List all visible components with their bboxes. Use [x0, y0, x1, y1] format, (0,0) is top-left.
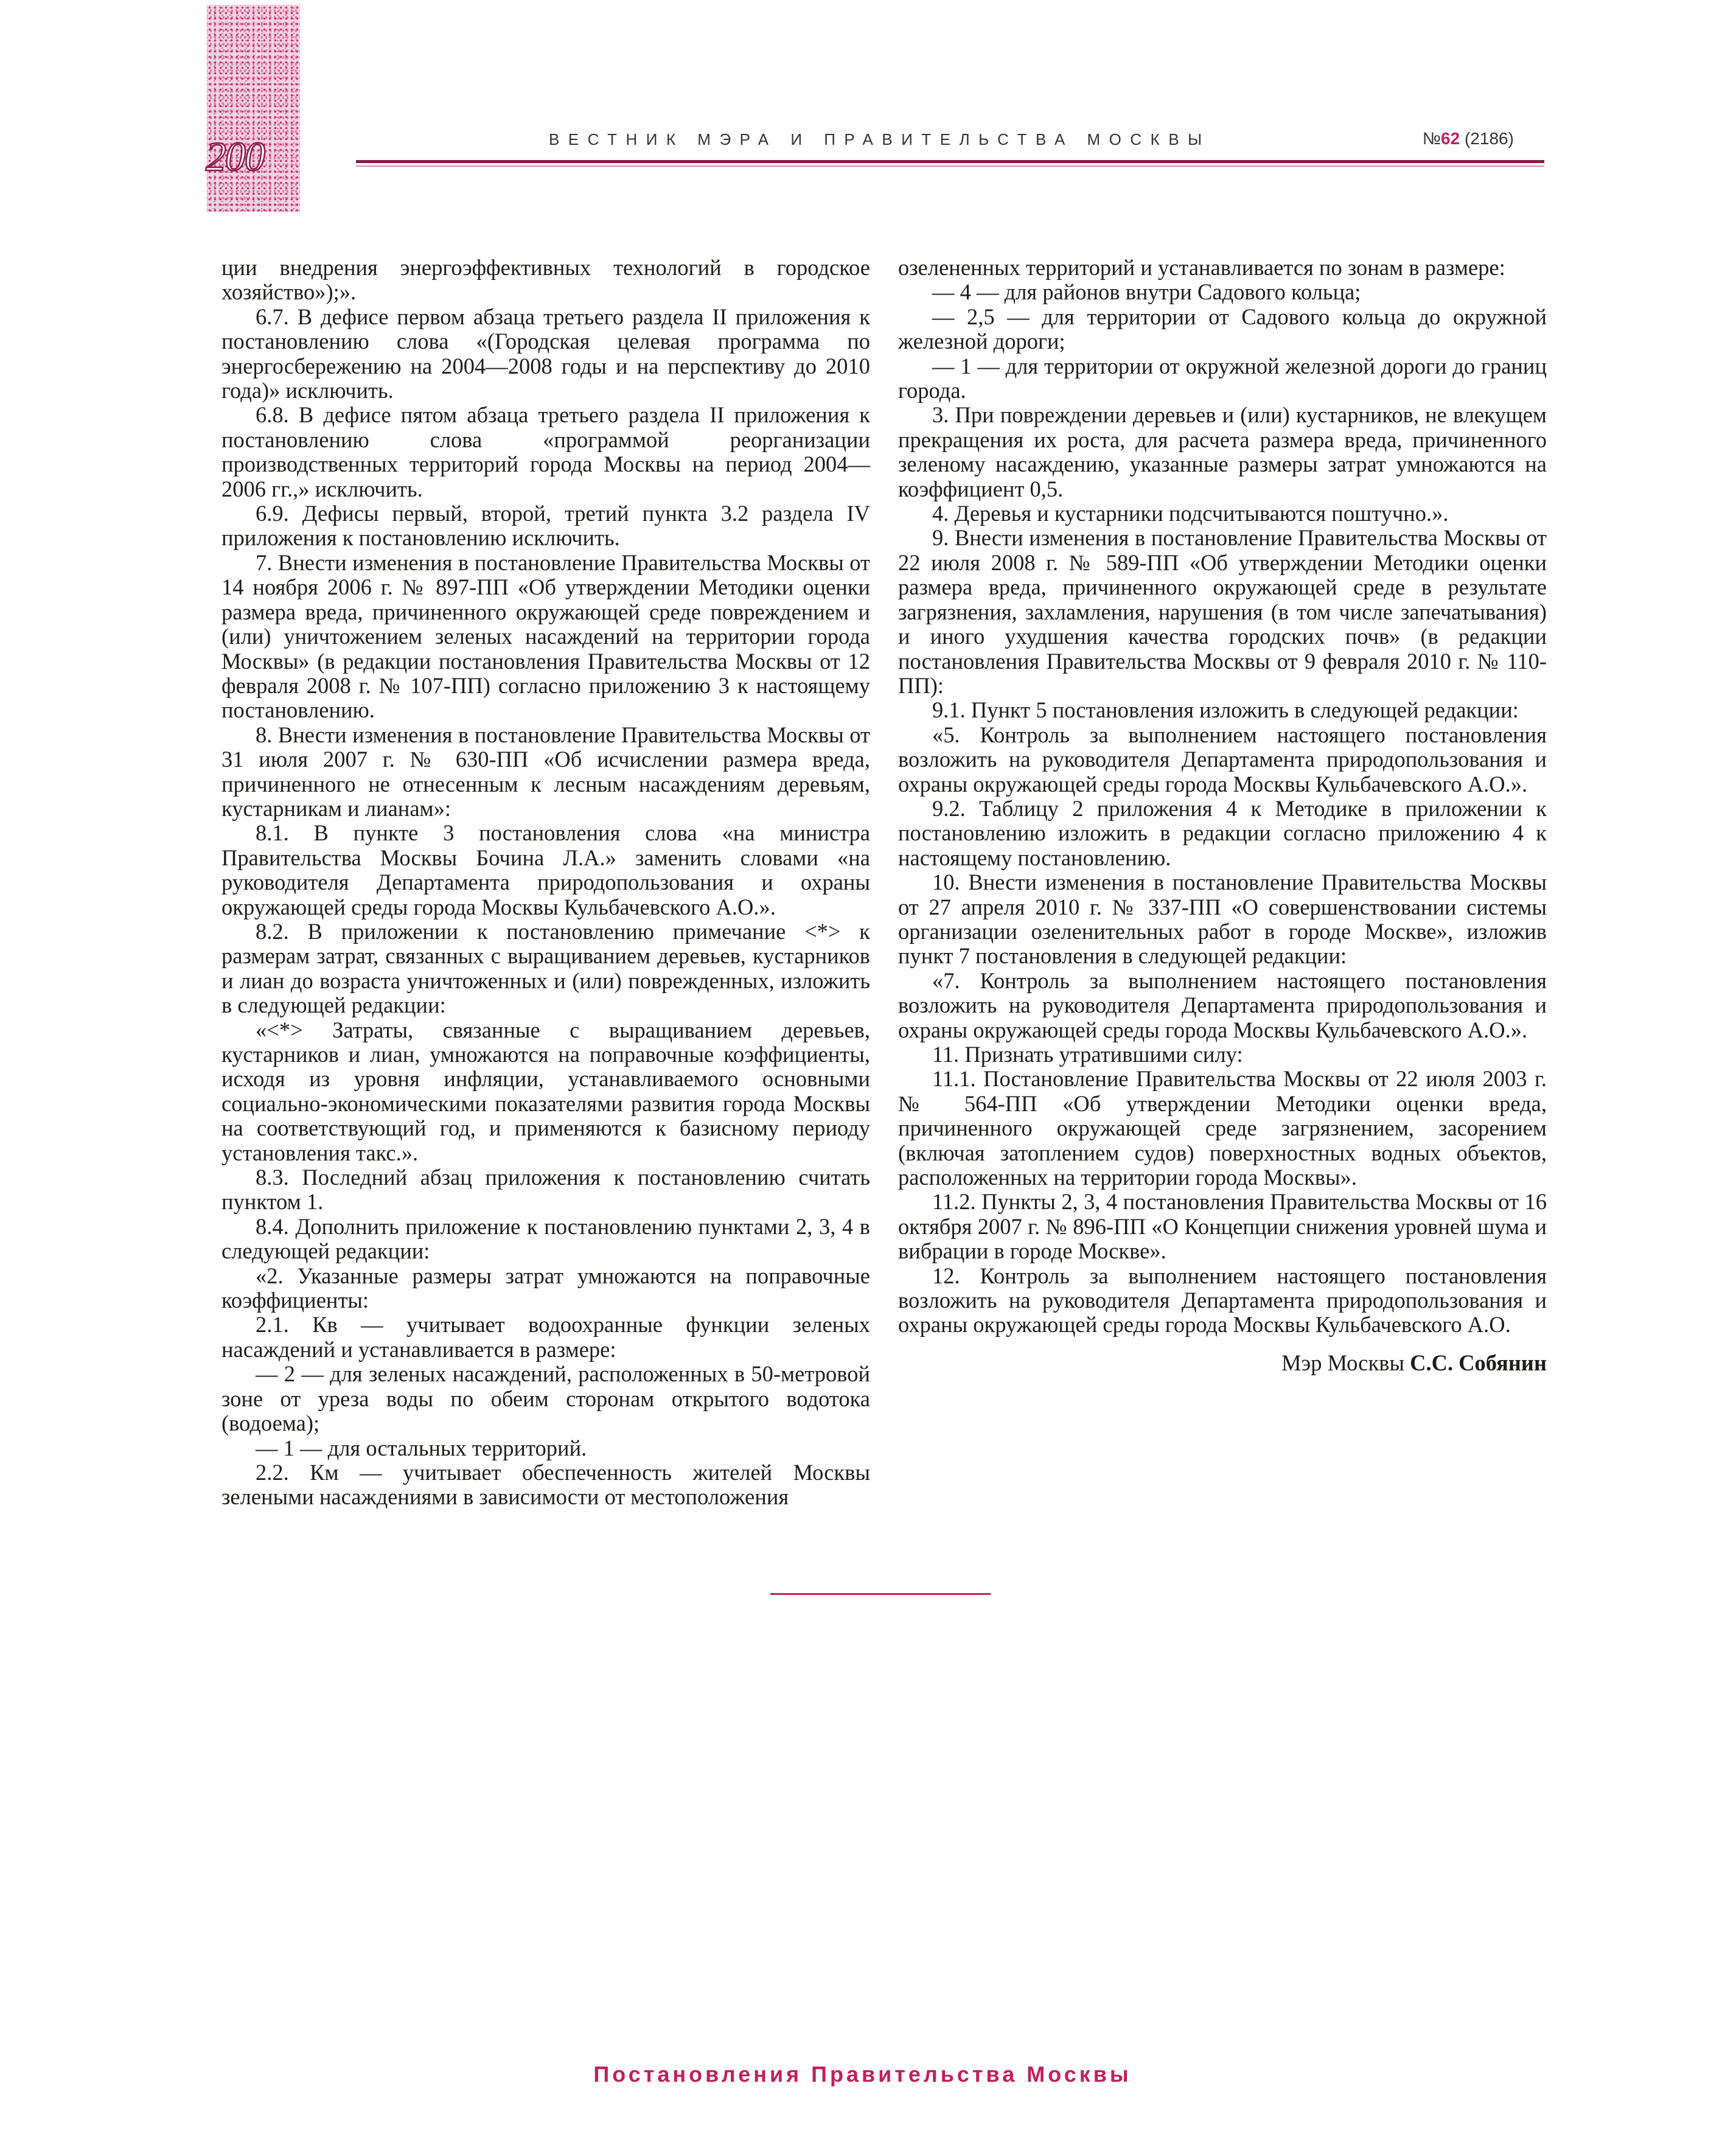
right-column	[898, 256, 1547, 1375]
paragraph: 6.7. В дефисе первом абзаца третьего раздела II приложения к постановлению слова «(Городская целевая программа по энергосбережению на 2004—2008 годы и на перспективу до 2010 года)» исключить.	[221, 304, 870, 403]
paragraph: 2.1. Кв — учитывает водоохранные функции зеленых насаждений и устанавливается в размере:	[221, 1312, 870, 1362]
paragraph: 6.8. В дефисе пятом абзаца третьего раздела II приложения к постановлению слова «программой реорганизации производственных территорий города Москвы на период 2004—2006 гг.,» исключить.	[221, 402, 870, 501]
paragraph: 8. Внести изменения в постановление Правительства Москвы от 31 июля 2007 г. № 630-ПП «Об исчислении размера вреда, причиненного не отнесенным к лесным насаждениям деревьям, кустарникам и лианам»:	[221, 722, 870, 821]
paragraph: «5. Контроль за выполнением настоящего постановления возложить на руководителя Департамента природопользования и охраны окружающей среды города Москвы Кульбачевского А.О.».	[898, 722, 1547, 797]
paragraph: 3. При повреждении деревьев и (или) кустарников, не влекущем прекращения их роста, для расчета размера вреда, причиненного зеленому насаждению, указанные размеры затрат умножаются на коэффициент 0,5.	[898, 402, 1547, 501]
signature	[898, 1351, 1547, 1375]
paragraph: 4. Деревья и кустарники подсчитываются поштучно.».	[932, 501, 1449, 526]
paragraph: 11.1. Постановление Правительства Москвы от 22 июля 2003 г. № 564-ПП «Об утверждении Методики оценки вреда, причиненного окружающей среде загрязнением, засорением (включая затоплением судов) поверхностных водных объектов, расположенных на территории города Москвы».	[898, 1066, 1547, 1190]
header-rule-thin	[356, 166, 1544, 167]
paragraph: 11.2. Пункты 2, 3, 4 постановления Правительства Москвы от 16 октября 2007 г. № 896-ПП «О Концепции снижения уровней шума и вибрации в городе Москве».	[898, 1189, 1547, 1264]
header-rule	[356, 160, 1544, 163]
paragraph: — 2 — для зеленых насаждений, расположенных в 50-метровой зоне от уреза воды по обеим сторонам открытого водотока (водоема);	[221, 1361, 870, 1436]
paragraph: озелененных территорий и устанавливается по зонам в размере:	[898, 255, 1505, 280]
end-of-document-rule	[770, 1593, 991, 1595]
journal-title: ВЕСТНИК МЭРА И ПРАВИТЕЛЬСТВА МОСКВЫ	[549, 130, 1211, 148]
paragraph: 10. Внести изменения в постановление Правительства Москвы от 27 апреля 2010 г. № 337-ПП «О совершенствовании системы организации озеленительных работ в городе Москве», изложив пункт 7 постановления в следующей редакции:	[898, 870, 1547, 969]
page-number-badge	[207, 5, 300, 212]
paragraph: 8.1. В пункте 3 постановления слова «на министра Правительства Москвы Бочина Л.А.» заменить словами «на руководителя Департамента природопользования и охраны окружающей среды города Москвы Кульбачевского А.О.».	[221, 820, 870, 919]
paragraph: 6.9. Дефисы первый, второй, третий пункта 3.2 раздела IV приложения к постановлению исключить.	[221, 501, 870, 551]
paragraph: — 1 — для остальных территорий.	[256, 1435, 587, 1460]
paragraph: — 2,5 — для территории от Садового кольца до окружной железной дороги;	[898, 304, 1547, 354]
page-number: 200	[206, 133, 264, 180]
paragraph: «2. Указанные размеры затрат умножаются на поправочные коэффициенты:	[221, 1263, 870, 1313]
signature-role: Мэр Москвы	[1281, 1350, 1404, 1375]
paragraph: 8.2. В приложении к постановлению примечание <*> к размерам затрат, связанных с выращиванием деревьев, кустарников и лиан до возраста уничтоженных и (или) поврежденных, изложить в следующей редакции:	[221, 918, 870, 1018]
paragraph: 9. Внести изменения в постановление Правительства Москвы от 22 июля 2008 г. № 589-ПП «Об утверждении Методики оценки размера вреда, причиненного окружающей среде в результате загрязнения, захламления, нарушения (в том числе запечатывания) и иного ухудшения качества городских почв» (в редакции постановления Правительства Москвы от 9 февраля 2010 г. № 110-ПП):	[898, 525, 1547, 698]
footer-section-title: Постановления Правительства Москвы	[593, 2062, 1132, 2087]
issue-total: (2186)	[1464, 129, 1514, 148]
paragraph: «<*> Затраты, связанные с выращиванием деревьев, кустарников и лиан, умножаются на поправочные коэффициенты, исходя из уровня инфляции, устанавливаемого основными социально-экономическими показателями развития города Москвы на соответствующий год, и применяются к базисному периоду установления такс.».	[221, 1017, 870, 1165]
paragraph: ции внедрения энергоэффективных технологий в городское хозяйство»);».	[221, 255, 870, 305]
issue-prefix: №	[1423, 129, 1441, 148]
paragraph: 8.3. Последний абзац приложения к постановлению считать пунктом 1.	[221, 1165, 870, 1215]
paragraph: 9.2. Таблицу 2 приложения 4 к Методике в приложении к постановлению изложить в редакции согласно приложению 4 к настоящему постановлению.	[898, 795, 1547, 870]
paragraph: — 4 — для районов внутри Садового кольца;	[932, 279, 1361, 305]
paragraph: 7. Внести изменения в постановление Правительства Москвы от 14 ноября 2006 г. № 897-ПП «Об утверждении Методики оценки размера вреда, причиненного окружающей среде повреждением и (или) уничтожением зеленых насаждений на территории города Москвы» (в редакции постановления Правительства Москвы от 12 февраля 2008 г. № 107-ПП) согласно приложению 3 к настоящему постановлению.	[221, 549, 870, 723]
paragraph: 9.1. Пункт 5 постановления изложить в следующей редакции:	[932, 697, 1519, 723]
paragraph: 8.4. Дополнить приложение к постановлению пунктами 2, 3, 4 в следующей редакции:	[221, 1213, 870, 1264]
issue-number: 62	[1441, 129, 1460, 148]
paragraph: 2.2. Км — учитывает обеспеченность жителей Москвы зелеными насаждениями в зависимости от местоположения	[221, 1459, 870, 1510]
paragraph: — 1 — для территории от окружной железной дороги до границ города.	[898, 353, 1547, 403]
issue-label	[1423, 129, 1514, 148]
paragraph: «7. Контроль за выполнением настоящего постановления возложить на руководителя Департамента природопользования и охраны окружающей среды города Москвы Кульбачевского А.О.».	[898, 968, 1547, 1042]
signature-name: С.С. Собянин	[1410, 1350, 1547, 1375]
left-column	[221, 256, 870, 1510]
paragraph: 12. Контроль за выполнением настоящего постановления возложить на руководителя Департамента природопользования и охраны окружающей среды города Москвы Кульбачевского А.О.	[898, 1263, 1547, 1338]
paragraph: 11. Признать утратившими силу:	[932, 1042, 1243, 1067]
